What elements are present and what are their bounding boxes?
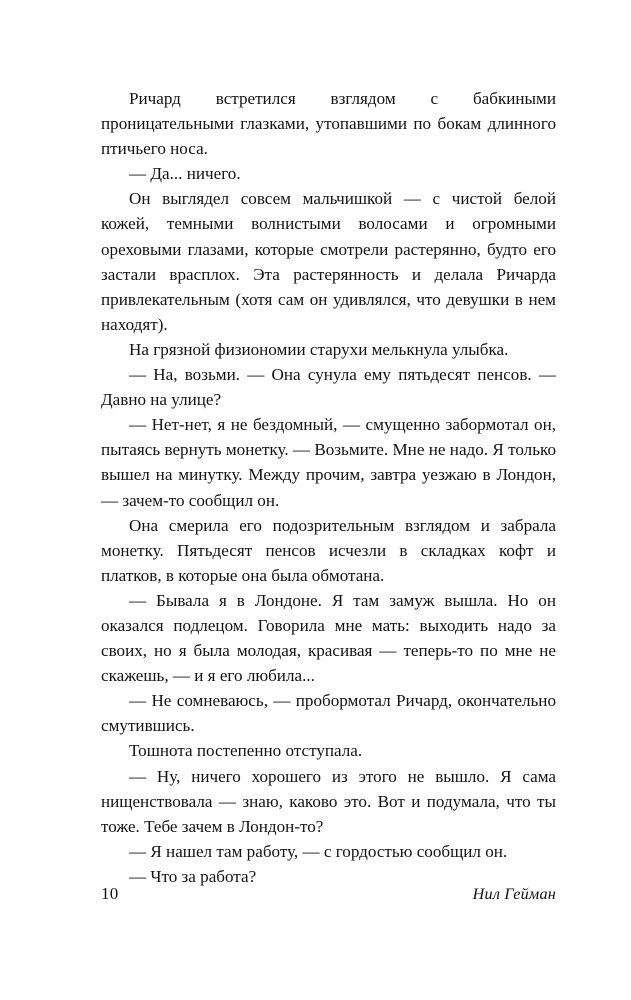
page-text-body (101, 86, 556, 889)
paragraph: Он выглядел совсем мальчишкой — с чистой белой кожей, темными волнистыми волосами и огромными ореховыми глазами, которые смотрели растерянно, будто его застали врасплох. Эта растерянность и делала Ричарда привлекательным (хотя сам он удивлялся, что девушки в нем находят). (101, 189, 556, 334)
paragraph: — Что за работа? (129, 866, 257, 886)
paragraph: Ричард встретился взглядом с бабкиными проницательными глазками, утопавшими по бокам длинного птичьего носа. (101, 89, 556, 159)
paragraph: Она смерила его подозрительным взглядом и забрала монетку. Пятьдесят пенсов исчезли в складках кофт и платков, в которые она была обмотана. (101, 515, 556, 585)
paragraph: — Бывала я в Лондоне. Я там замуж вышла. Но он оказался подлецом. Говорила мне мать: выходить надо за своих, но я была молодая, красивая — теперь-то по мне не скажешь, — и я его любила... (101, 590, 556, 686)
page-number: 10 (101, 884, 119, 903)
paragraph: — Нет-нет, я не бездомный, — смущенно забормотал он, пытаясь вернуть монетку. — Возьмите. Мне не надо. Я только вышел на минутку. Между прочим, завтра уезжаю в Лондон, — зачем-то сообщил он. (101, 415, 556, 510)
paragraph: — Ну, ничего хорошего из этого не вышло. Я сама нищенствовала — знаю, каково это. Вот и подумала, что ты тоже. Тебе зачем в Лондон-то? (101, 766, 556, 836)
paragraph: — Не сомневаюсь, — пробормотал Ричард, окончательно смутившись. (101, 691, 556, 736)
page-footer (101, 884, 556, 904)
paragraph: — Да... ничего. (129, 164, 241, 184)
paragraph: — Я нашел там работу, — с гордостью сообщил он. (129, 841, 508, 861)
paragraph: Тошнота постепенно отступала. (129, 741, 363, 761)
running-head-author: Нил Гейман (472, 885, 556, 903)
paragraph: На грязной физиономии старухи мелькнула улыбка. (129, 339, 509, 359)
paragraph: — На, возьми. — Она сунула ему пятьдесят пенсов. — Давно на улице? (101, 365, 556, 410)
